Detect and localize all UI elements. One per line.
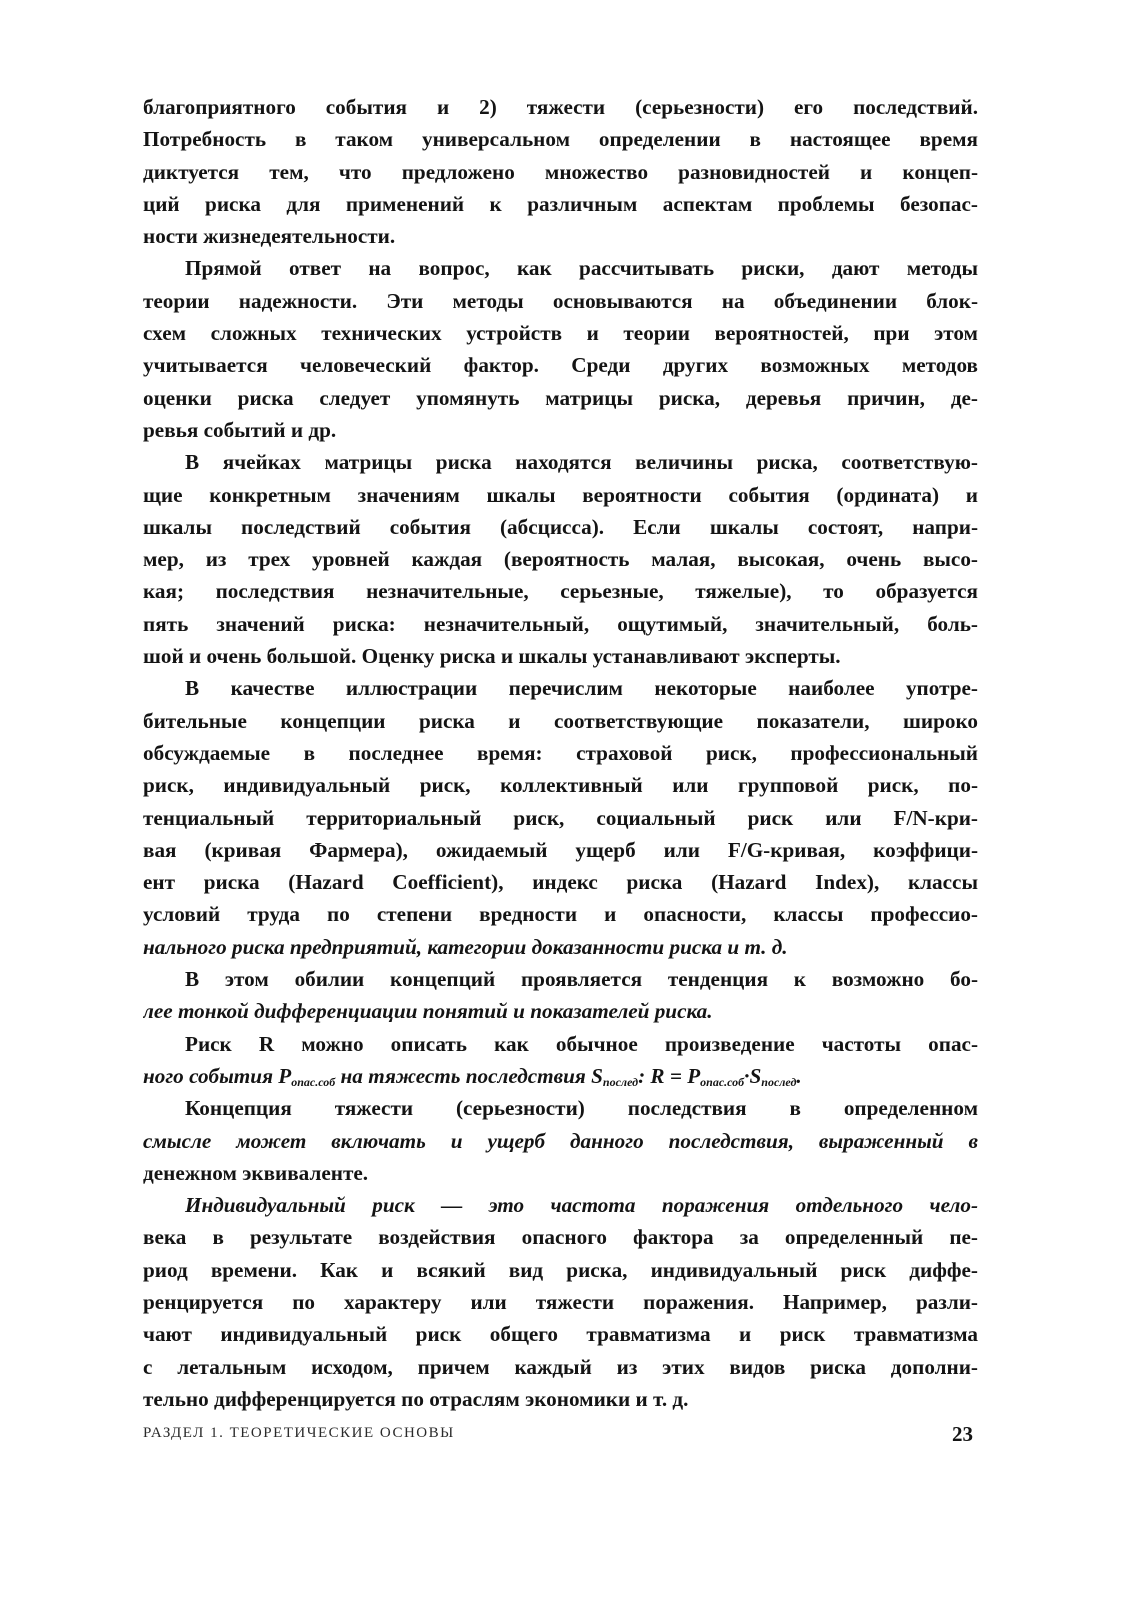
text-line: Концепция тяжести (серьезности) последствия в определенном <box>185 1096 978 1121</box>
text-line: условий труда по степени вредности и опасности, классы профессио- <box>143 902 978 927</box>
subscript: опас.соб <box>700 1074 745 1089</box>
formula-text: ·S <box>744 1063 762 1088</box>
text-line: мер, из трех уровней каждая (вероятность малая, высокая, очень высо- <box>143 547 978 572</box>
text-line: В ячейках матрицы риска находятся величины риска, соответствую- <box>185 450 978 475</box>
subscript: послед <box>602 1074 639 1089</box>
text-line: денежном эквиваленте. <box>143 1160 369 1185</box>
text-line: ности жизнедеятельности. <box>143 224 396 249</box>
body-text <box>143 91 978 1415</box>
text-line: диктуется тем, что предложено множество разновидностей и концеп- <box>143 159 978 184</box>
text-line: обсуждаемые в последнее время: страховой риск, профессиональный <box>143 740 978 765</box>
text-line: шкалы последствий события (абсцисса). Если шкалы состоят, напри- <box>143 514 978 539</box>
text-line: чают индивидуальный риск общего травматизма и риск травматизма <box>143 1322 978 1347</box>
subscript: опас.соб <box>291 1074 336 1089</box>
text-line: бительные концепции риска и соответствующие показатели, широко <box>143 708 978 733</box>
text-line <box>143 1189 978 1221</box>
paragraph <box>143 1189 978 1415</box>
text-line: В этом обилии концепций проявляется тенденция к возможно бо- <box>185 967 978 992</box>
text-line: оценки риска следует упомянуть матрицы риска, деревья причин, де- <box>143 385 978 410</box>
page-footer <box>143 1422 973 1448</box>
text-line: В качестве иллюстрации перечислим некоторые наиболее употре- <box>185 676 978 701</box>
text-line: лее тонкой дифференциации понятий и показателей риска. <box>143 999 713 1024</box>
running-head: РАЗДЕЛ 1. ТЕОРЕТИЧЕСКИЕ ОСНОВЫ <box>143 1425 455 1441</box>
formula-text: ного события P <box>143 1063 292 1088</box>
text-line: Прямой ответ на вопрос, как рассчитывать риски, дают методы <box>185 256 978 281</box>
paragraph <box>143 91 978 252</box>
text-line: нального риска предприятий, категории доказанности риска и т. д. <box>143 934 788 959</box>
formula-line <box>143 1060 978 1092</box>
page-number: 23 <box>952 1422 973 1446</box>
text-line: риск, индивидуальный риск, коллективный или групповой риск, по- <box>143 773 978 798</box>
text-line: щие конкретным значениям шкалы вероятности события (ордината) и <box>143 482 978 507</box>
text-line: тельно дифференцируется по отраслям экономики и т. д. <box>143 1386 689 1411</box>
text-line: пять значений риска: незначительный, ощутимый, значительный, боль- <box>143 611 978 636</box>
formula-text: на тяжесть последствия S <box>335 1063 603 1088</box>
text-line: ренцируется по характеру или тяжести поражения. Например, разли- <box>143 1289 978 1314</box>
text-line: тенциальный территориальный риск, социальный риск или F/N-кри- <box>143 805 978 830</box>
subscript: послед <box>761 1074 797 1089</box>
text-line: ций риска для применений к различным аспектам проблемы безопас- <box>143 191 978 216</box>
text-line: века в результате воздействия опасного фактора за определенный пе- <box>143 1225 978 1250</box>
paragraph <box>143 252 978 446</box>
text-line: схем сложных технических устройств и теории вероятностей, при этом <box>143 321 978 346</box>
text-line: благоприятного события и 2) тяжести (серьезности) его последствий. <box>143 95 978 119</box>
text-line: Потребность в таком универсальном определении в настоящее время <box>143 127 978 152</box>
paragraph <box>143 1092 978 1189</box>
term: Индивидуальный риск <box>185 1193 415 1218</box>
text-line: кая; последствия незначительные, серьезные, тяжелые), то образуется <box>143 579 978 604</box>
formula-text: : R = P <box>638 1063 701 1088</box>
text-line: с летальным исходом, причем каждый из этих видов риска дополни- <box>143 1354 978 1379</box>
text-line: вая (кривая Фармера), ожидаемый ущерб или F/G-кривая, коэффици- <box>143 837 978 862</box>
text-line: ент риска (Hazard Coefficient), индекс риска (Hazard Index), классы <box>143 870 978 895</box>
paragraph <box>143 446 978 672</box>
text-line: риод времени. Как и всякий вид риска, индивидуальный риск диффе- <box>143 1257 978 1282</box>
paragraph <box>143 672 978 963</box>
text-line: учитывается человеческий фактор. Среди других возможных методов <box>143 353 978 378</box>
text-line: теории надежности. Эти методы основываются на объединении блок- <box>143 288 978 313</box>
paragraph-formula <box>143 1028 978 1093</box>
paragraph <box>143 963 978 1028</box>
text-line: Риск R можно описать как обычное произведение частоты опас- <box>185 1031 978 1056</box>
text-line: смысле может включать и ущерб данного последствия, выраженный в <box>143 1128 978 1153</box>
text-line: ревья событий и др. <box>143 417 337 442</box>
text-line: шой и очень большой. Оценку риска и шкалы устанавливают эксперты. <box>143 644 841 669</box>
formula-text: . <box>796 1063 802 1088</box>
term-definition: — это частота поражения отдельного чело- <box>414 1193 978 1218</box>
